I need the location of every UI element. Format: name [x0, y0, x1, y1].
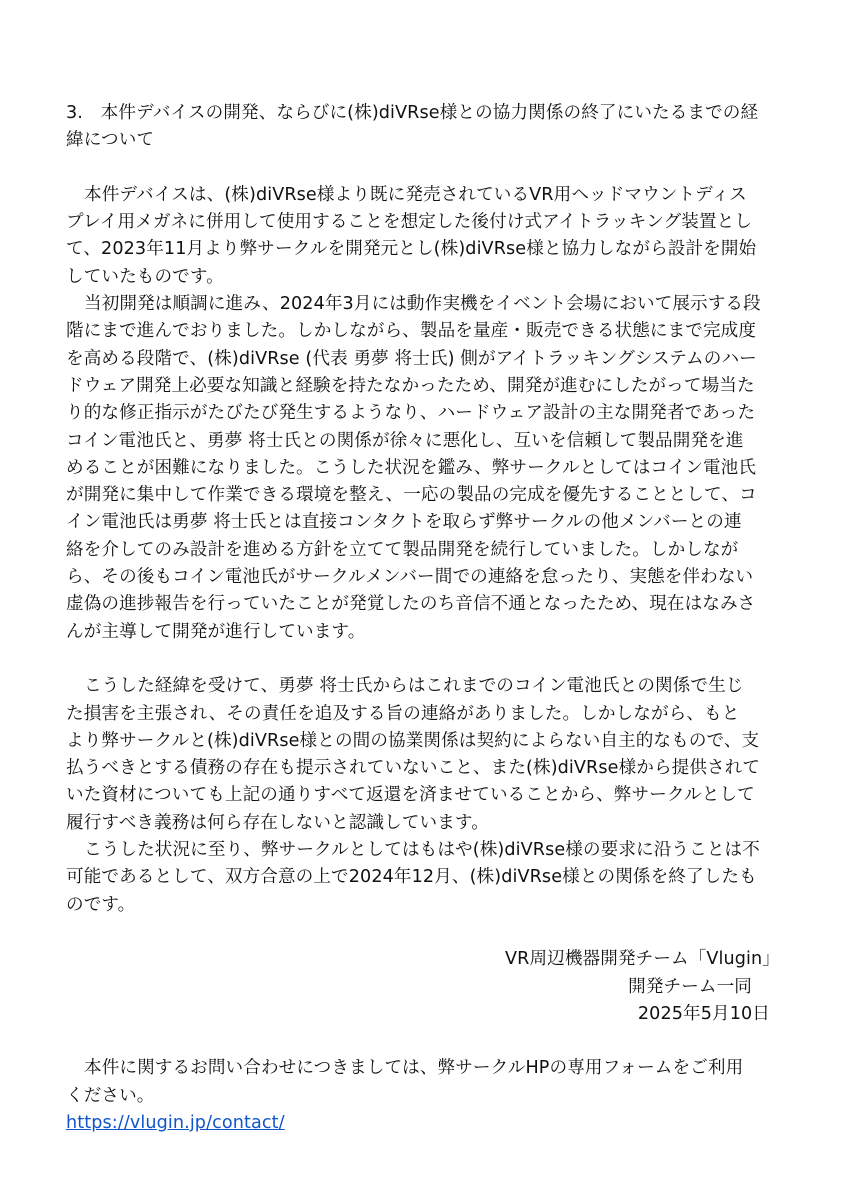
paragraph-line: のです。 [66, 894, 136, 915]
signature-team-name: VR周辺機器開発チーム「Vlugin」 [505, 949, 780, 970]
paragraph-line: ドウェア開発上必要な知識と経験を持たなかったため、開発が進むにしたがって場当た [66, 375, 755, 396]
contact-section [66, 1055, 794, 1137]
contact-link[interactable]: https://vlugin.jp/contact/ [66, 1112, 285, 1133]
paragraph-line: こうした状況に至り、弊サークルとしてはもはや(株)diVRse様の要求に沿うことは不 [84, 840, 760, 861]
paragraph-line: 虚偽の進捗報告を行っていたことが発覚したのち音信不通となったため、現在はなみさ [66, 594, 756, 615]
paragraph-line: て、2023年11月より弊サークルを開発元とし(株)diVRse様と協力しながら設計を開始 [66, 239, 757, 260]
paragraph-line: んが主導して開発が進行しています。 [66, 621, 366, 642]
paragraph-development-history [66, 291, 794, 646]
document-page [66, 100, 794, 1137]
contact-line: ください。 [66, 1085, 155, 1106]
paragraph-claims-response [66, 673, 794, 837]
paragraph-line: 可能であるとして、双方合意の上で2024年12月、(株)diVRse様との関係を終了したも [66, 867, 757, 888]
heading-line: 緯について [66, 130, 155, 151]
paragraph-line: コイン電池氏と、勇夢 将士氏との関係が徐々に悪化し、互いを信頼して製品開発を進 [66, 430, 744, 451]
contact-link-line [66, 1110, 794, 1137]
paragraph-line: イン電池氏は勇夢 将士氏とは直接コンタクトを取らず弊サークルの他メンバーとの連 [66, 512, 742, 533]
signature-group: 開発チーム一同 [628, 976, 752, 997]
paragraph-line: 履行すべき義務は何ら存在しないと認識しています。 [66, 812, 489, 833]
paragraph-gap [66, 155, 794, 182]
paragraph-line: プレイ用メガネに併用して使用することを想定した後付け式アイトラッキング装置とし [66, 212, 753, 233]
signature-block [66, 946, 794, 1028]
paragraph-line: めることが困難になりました。こうした状況を鑑み、弊サークルとしてはコイン電池氏 [66, 457, 757, 478]
paragraph-line: ら、その後もコイン電池氏がサークルメンバー間での連絡を怠ったり、実態を伴わない [66, 567, 754, 588]
paragraph-device-overview [66, 182, 794, 291]
paragraph-line: していたものです。 [66, 266, 224, 287]
paragraph-line: いた資材についても上記の通りすべて返還を済ませていることから、弊サークルとして [66, 785, 755, 806]
paragraph-line: 絡を介してのみ設計を進める方針を立てて製品開発を続行していました。しかしなが [66, 539, 739, 560]
paragraph-line: 階にまで進んでおりました。しかしながら、製品を量産・販売できる状態にまで完成度 [66, 321, 757, 342]
paragraph-line: より弊サークルと(株)diVRse様との間の協業関係は契約によらない自主的なもので、支 [66, 730, 760, 751]
contact-line: 本件に関するお問い合わせにつきましては、弊サークルHPの専用フォームをご利用 [84, 1058, 744, 1079]
paragraph-line: 払うべきとする債務の存在も提示されていないこと、また(株)diVRse様から提供されて [66, 758, 761, 779]
paragraph-gap [66, 1028, 794, 1055]
paragraph-line: が開発に集中して作業できる環境を整え、一応の製品の完成を優先することとして、コ [66, 485, 757, 506]
section-heading [66, 100, 794, 155]
paragraph-line: り的な修正指示がたびたび発生するようなり、ハードウェア設計の主な開発者であった [66, 403, 756, 424]
heading-line: 3. 本件デバイスの開発、ならびに(株)diVRse様との協力関係の終了にいたるまでの経 [66, 103, 759, 123]
paragraph-gap [66, 646, 794, 673]
paragraph-line: こうした経緯を受けて、勇夢 将士氏からはこれまでのコイン電池氏との関係で生じ [84, 676, 744, 697]
paragraph-line: 本件デバイスは、(株)diVRse様より既に発売されているVR用ヘッドマウントディス [84, 184, 747, 205]
paragraph-termination [66, 837, 794, 919]
paragraph-line: 当初開発は順調に進み、2024年3月には動作実機をイベント会場において展示する段 [84, 294, 761, 315]
signature-date: 2025年5月10日 [637, 1003, 770, 1024]
paragraph-line: た損害を主張され、その責任を追及する旨の連絡がありました。しかしながら、もと [66, 703, 740, 724]
paragraph-line: を高める段階で、(株)diVRse (代表 勇夢 将士氏) 側がアイトラッキングシステムのハー [66, 348, 757, 369]
